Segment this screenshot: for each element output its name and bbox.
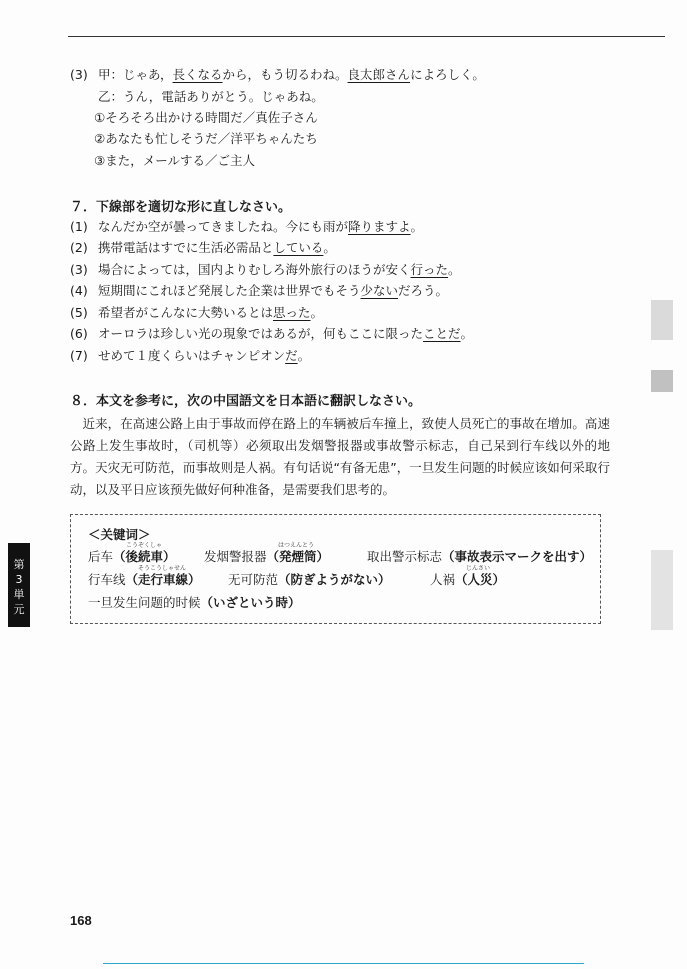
dialogue-line-2: 乙：うん，電話ありがとう。じゃあね。 <box>98 89 324 104</box>
text-segment: 甲：じゃあ， <box>98 67 173 82</box>
text-segment: 携帯電話はすでに生活必需品と <box>98 240 274 255</box>
keyword-chinese: 无可防范 <box>228 572 279 587</box>
exercise-item <box>70 347 310 365</box>
item-number: (6) <box>70 326 88 341</box>
item-number: (1) <box>70 219 88 234</box>
text-segment: によろしく。 <box>410 67 485 82</box>
keyword-chinese: 发烟警报器 <box>204 549 267 564</box>
text-segment: オーロラは珍しい光の現象ではあるが，何もここに限った <box>98 326 424 341</box>
underlined-text: 良太郎さん <box>347 67 411 82</box>
text-segment: 希望者がこんなに大勢いるとは <box>98 305 274 320</box>
tab-char: 3 <box>15 573 23 586</box>
keyword-japanese: （発煙筒） <box>266 549 330 564</box>
keyword-japanese: （防ぎようがない） <box>278 572 391 587</box>
tab-char: 単 <box>13 588 25 601</box>
text-segment: 。 <box>310 305 324 320</box>
item-number: (2) <box>70 240 88 255</box>
scan-artifact <box>651 550 673 630</box>
keyword-item <box>228 570 391 588</box>
exercise-item <box>70 282 448 300</box>
item-number: (3) <box>70 67 88 82</box>
keywords-title: ＜关键词＞ <box>88 527 151 542</box>
exercise-item <box>70 239 336 257</box>
scan-artifact <box>651 370 673 392</box>
exercise-item <box>70 218 423 236</box>
underlined-text: 少ない <box>360 283 399 298</box>
text-segment: 短期間にこれほど発展した企業は世界でもそう <box>98 283 361 298</box>
underlined-text: だ <box>285 348 298 363</box>
option-2: ②あなたも忙しそうだ／洋平ちゃんたち <box>94 131 318 146</box>
underlined-text: ことだ <box>423 326 461 341</box>
text-segment: 。 <box>448 262 461 277</box>
option-1: ①そろそろ出かける時間だ／真佐子さん <box>94 110 318 125</box>
exercise-item <box>70 261 461 279</box>
item-number: (7) <box>70 348 88 363</box>
text-segment: せめて１度くらいはチャンピオン <box>98 348 286 363</box>
footer-rule <box>103 963 584 964</box>
keyword-item <box>204 547 329 565</box>
text-segment: なんだか空が曇ってきましたね。今にも雨が <box>98 219 349 234</box>
unit-side-tab <box>8 543 30 627</box>
scan-artifact <box>651 300 673 340</box>
item-number: (5) <box>70 305 88 320</box>
keyword-japanese: （人災） <box>455 572 506 587</box>
keyword-item <box>88 570 201 588</box>
underlined-text: 降りますよ <box>348 219 411 234</box>
item-number: (4) <box>70 283 88 298</box>
keyword-chinese: 行车线 <box>88 572 126 587</box>
underlined-text: 思った <box>273 305 311 320</box>
ruby-reading: じんさい <box>466 565 491 572</box>
page-number: 168 <box>70 913 92 928</box>
text-segment: 。 <box>323 240 336 255</box>
text-segment: から，もう切るわね。 <box>222 67 348 82</box>
keyword-item <box>430 570 505 588</box>
text-segment: 場合によっては，国内よりむしろ海外旅行のほうが安く <box>98 262 411 277</box>
underlined-text: 長くなる <box>172 67 223 82</box>
section-8-heading: ８．本文を参考に，次の中国語文を日本語に翻訳しなさい。 <box>70 394 422 409</box>
text-segment: だろう。 <box>398 283 449 298</box>
text-segment: 。 <box>460 326 474 341</box>
tab-char: 第 <box>13 558 25 571</box>
option-3: ③また，メールする／ご主人 <box>94 153 255 168</box>
keyword-item <box>88 593 301 611</box>
section-7-heading: ７．下線部を適切な形に直しなさい。 <box>70 200 292 215</box>
ruby-reading: そうこうしゃせん <box>138 565 187 572</box>
keyword-chinese: 后车 <box>88 549 114 564</box>
text-segment: 。 <box>297 348 311 363</box>
underlined-text: している <box>273 240 324 255</box>
tab-char: 元 <box>13 603 25 616</box>
exercise-item <box>70 325 473 343</box>
ruby-reading: こうぞくしゃ <box>126 542 163 549</box>
keyword-japanese: （走行車線） <box>125 572 201 587</box>
keyword-japanese: （いざという時） <box>200 595 301 610</box>
exercise-item <box>70 304 323 322</box>
keyword-japanese: （事故表示マークを出す） <box>442 549 593 564</box>
ruby-reading: はつえんとう <box>278 542 315 549</box>
translation-paragraph: 近来，在高速公路上由于事故而停在路上的车辆被后车撞上，致使人员死亡的事故在增加。高速公路上发生事故时，（司机等）必须取出发烟警报器或事故警示标志，自己呆到行车线以外的地方。天灾无可防范，而事故则是人祸。有句话说“有备无患”，一旦发生问题的时候应该如何采取行动，以及平日应该预先做好何种准备，是需要我们思考的。 <box>70 416 610 497</box>
keyword-chinese: 取出警示标志 <box>367 549 443 564</box>
keyword-chinese: 一旦发生问题的时候 <box>88 595 201 610</box>
header-rule <box>68 36 665 37</box>
keyword-japanese: （後続車） <box>113 549 176 564</box>
keyword-chinese: 人祸 <box>430 572 456 587</box>
text-segment: 。 <box>410 219 424 234</box>
item-number: (3) <box>70 262 88 277</box>
dialogue-line-1 <box>70 66 485 84</box>
underlined-text: 行った <box>410 262 449 277</box>
